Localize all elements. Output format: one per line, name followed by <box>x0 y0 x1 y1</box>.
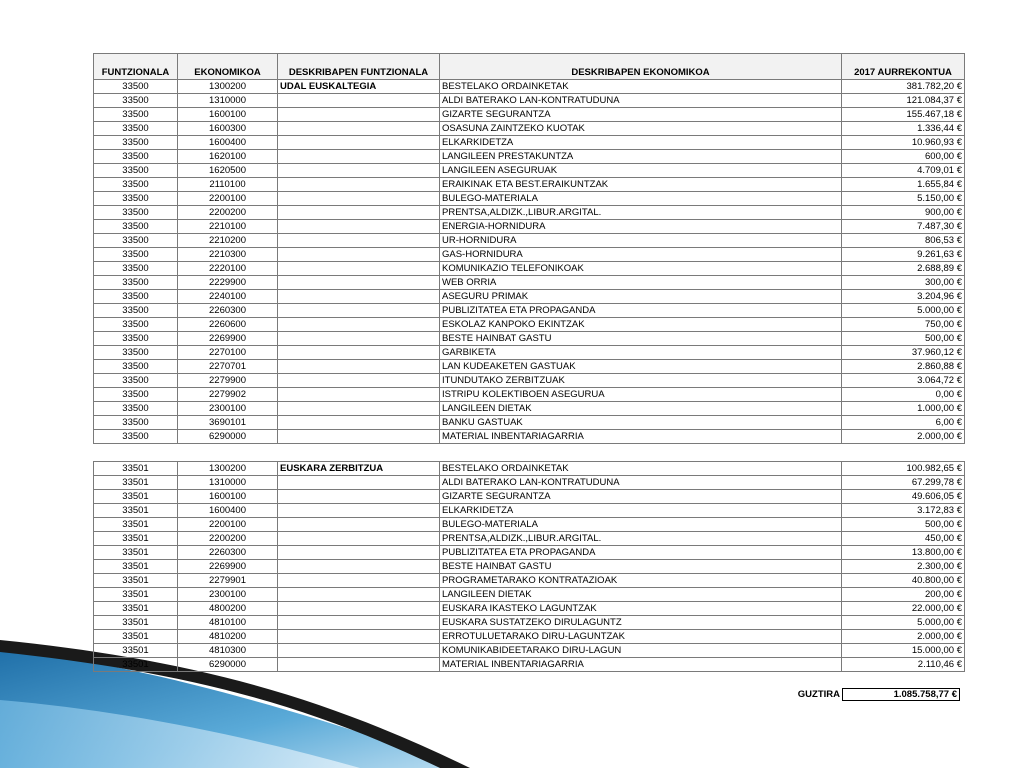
cell-ekonomikoa: 2260300 <box>178 304 278 318</box>
cell-deskribapen-funtzionala <box>278 178 440 192</box>
table-row <box>94 360 965 374</box>
cell-deskribapen-ekonomikoa: GIZARTE SEGURANTZA <box>440 490 842 504</box>
cell-ekonomikoa: 4810300 <box>178 644 278 658</box>
cell-funtzionala: 33500 <box>94 388 178 402</box>
cell-aurrekontua: 37.960,12 € <box>842 346 965 360</box>
total-value: 1.085.758,77 € <box>842 688 960 701</box>
cell-deskribapen-ekonomikoa: GAS-HORNIDURA <box>440 248 842 262</box>
table-row <box>94 206 965 220</box>
cell-deskribapen-funtzionala <box>278 164 440 178</box>
cell-ekonomikoa: 2200200 <box>178 206 278 220</box>
cell-deskribapen-ekonomikoa: KOMUNIKABIDEETARAKO DIRU-LAGUN <box>440 644 842 658</box>
header-deskribapen-ekonomikoa: DESKRIBAPEN EKONOMIKOA <box>440 54 842 80</box>
cell-aurrekontua: 3.204,96 € <box>842 290 965 304</box>
cell-aurrekontua: 40.800,00 € <box>842 574 965 588</box>
cell-ekonomikoa: 4810100 <box>178 616 278 630</box>
cell-deskribapen-ekonomikoa: ERAIKINAK ETA BEST.ERAIKUNTZAK <box>440 178 842 192</box>
cell-funtzionala: 33500 <box>94 248 178 262</box>
cell-funtzionala: 33501 <box>94 518 178 532</box>
table-row <box>94 220 965 234</box>
cell-deskribapen-ekonomikoa: KOMUNIKAZIO TELEFONIKOAK <box>440 262 842 276</box>
cell-deskribapen-funtzionala <box>278 490 440 504</box>
cell-aurrekontua: 450,00 € <box>842 532 965 546</box>
cell-deskribapen-ekonomikoa: ELKARKIDETZA <box>440 504 842 518</box>
table-row <box>94 122 965 136</box>
cell-ekonomikoa: 2210200 <box>178 234 278 248</box>
cell-aurrekontua: 5.000,00 € <box>842 304 965 318</box>
cell-deskribapen-funtzionala <box>278 332 440 346</box>
cell-deskribapen-ekonomikoa: ASEGURU PRIMAK <box>440 290 842 304</box>
cell-aurrekontua: 2.688,89 € <box>842 262 965 276</box>
cell-ekonomikoa: 6290000 <box>178 430 278 444</box>
cell-deskribapen-funtzionala <box>278 304 440 318</box>
cell-deskribapen-funtzionala <box>278 374 440 388</box>
cell-deskribapen-funtzionala <box>278 276 440 290</box>
cell-aurrekontua: 2.860,88 € <box>842 360 965 374</box>
table-row <box>94 346 965 360</box>
cell-deskribapen-ekonomikoa: PRENTSA,ALDIZK.,LIBUR.ARGITAL. <box>440 206 842 220</box>
table-row <box>94 416 965 430</box>
cell-aurrekontua: 2.110,46 € <box>842 658 965 672</box>
cell-funtzionala: 33500 <box>94 374 178 388</box>
cell-deskribapen-ekonomikoa: EUSKARA SUSTATZEKO DIRULAGUNTZ <box>440 616 842 630</box>
cell-funtzionala: 33500 <box>94 304 178 318</box>
cell-aurrekontua: 1.000,00 € <box>842 402 965 416</box>
cell-deskribapen-ekonomikoa: BESTE HAINBAT GASTU <box>440 332 842 346</box>
cell-ekonomikoa: 2260300 <box>178 546 278 560</box>
cell-aurrekontua: 67.299,78 € <box>842 476 965 490</box>
cell-funtzionala: 33500 <box>94 136 178 150</box>
cell-deskribapen-ekonomikoa: PROGRAMETARAKO KONTRATAZIOAK <box>440 574 842 588</box>
cell-deskribapen-ekonomikoa: ALDI BATERAKO LAN-KONTRATUDUNA <box>440 476 842 490</box>
cell-aurrekontua: 9.261,63 € <box>842 248 965 262</box>
cell-ekonomikoa: 2110100 <box>178 178 278 192</box>
cell-funtzionala: 33501 <box>94 616 178 630</box>
cell-funtzionala: 33500 <box>94 108 178 122</box>
cell-funtzionala: 33501 <box>94 504 178 518</box>
cell-funtzionala: 33500 <box>94 416 178 430</box>
cell-funtzionala: 33501 <box>94 658 178 672</box>
cell-funtzionala: 33500 <box>94 192 178 206</box>
table-row <box>94 332 965 346</box>
cell-deskribapen-ekonomikoa: LANGILEEN ASEGURUAK <box>440 164 842 178</box>
table-row <box>94 318 965 332</box>
cell-funtzionala: 33500 <box>94 80 178 94</box>
cell-funtzionala: 33500 <box>94 430 178 444</box>
cell-funtzionala: 33500 <box>94 206 178 220</box>
cell-deskribapen-ekonomikoa: BESTE HAINBAT GASTU <box>440 560 842 574</box>
budget-table-section-1 <box>93 53 965 444</box>
table-row <box>94 602 965 616</box>
cell-deskribapen-ekonomikoa: BULEGO-MATERIALA <box>440 518 842 532</box>
cell-deskribapen-ekonomikoa: WEB ORRIA <box>440 276 842 290</box>
cell-aurrekontua: 2.300,00 € <box>842 560 965 574</box>
cell-ekonomikoa: 1300200 <box>178 462 278 476</box>
cell-deskribapen-funtzionala <box>278 518 440 532</box>
cell-deskribapen-funtzionala <box>278 630 440 644</box>
cell-deskribapen-funtzionala <box>278 416 440 430</box>
cell-funtzionala: 33501 <box>94 630 178 644</box>
cell-funtzionala: 33500 <box>94 150 178 164</box>
cell-aurrekontua: 0,00 € <box>842 388 965 402</box>
cell-funtzionala: 33500 <box>94 276 178 290</box>
table-row <box>94 178 965 192</box>
cell-deskribapen-funtzionala <box>278 220 440 234</box>
cell-deskribapen-ekonomikoa: ALDI BATERAKO LAN-KONTRATUDUNA <box>440 94 842 108</box>
table-row <box>94 490 965 504</box>
table-row <box>94 588 965 602</box>
cell-deskribapen-ekonomikoa: ERROTULUETARAKO DIRU-LAGUNTZAK <box>440 630 842 644</box>
cell-deskribapen-funtzionala <box>278 136 440 150</box>
table-row <box>94 94 965 108</box>
cell-deskribapen-ekonomikoa: ITUNDUTAKO ZERBITZUAK <box>440 374 842 388</box>
total-label: GUZTIRA <box>797 689 840 700</box>
cell-funtzionala: 33500 <box>94 346 178 360</box>
total-row <box>758 688 960 701</box>
cell-deskribapen-ekonomikoa: MATERIAL INBENTARIAGARRIA <box>440 658 842 672</box>
header-aurrekontua: 2017 AURREKONTUA <box>842 54 965 80</box>
cell-aurrekontua: 4.709,01 € <box>842 164 965 178</box>
cell-deskribapen-funtzionala: EUSKARA ZERBITZUA <box>278 462 440 476</box>
cell-ekonomikoa: 6290000 <box>178 658 278 672</box>
table-row <box>94 80 965 94</box>
cell-aurrekontua: 806,53 € <box>842 234 965 248</box>
table-row <box>94 402 965 416</box>
cell-deskribapen-funtzionala <box>278 388 440 402</box>
cell-funtzionala: 33501 <box>94 588 178 602</box>
cell-deskribapen-funtzionala <box>278 560 440 574</box>
cell-ekonomikoa: 4810200 <box>178 630 278 644</box>
cell-aurrekontua: 750,00 € <box>842 318 965 332</box>
cell-funtzionala: 33501 <box>94 476 178 490</box>
table-row <box>94 136 965 150</box>
table-row <box>94 276 965 290</box>
cell-deskribapen-funtzionala <box>278 94 440 108</box>
cell-deskribapen-funtzionala <box>278 602 440 616</box>
cell-aurrekontua: 500,00 € <box>842 332 965 346</box>
cell-aurrekontua: 300,00 € <box>842 276 965 290</box>
cell-aurrekontua: 900,00 € <box>842 206 965 220</box>
cell-deskribapen-funtzionala <box>278 248 440 262</box>
cell-deskribapen-funtzionala <box>278 588 440 602</box>
cell-aurrekontua: 500,00 € <box>842 518 965 532</box>
cell-funtzionala: 33501 <box>94 532 178 546</box>
cell-deskribapen-funtzionala <box>278 504 440 518</box>
table-row <box>94 150 965 164</box>
cell-ekonomikoa: 2270100 <box>178 346 278 360</box>
cell-ekonomikoa: 2269900 <box>178 560 278 574</box>
cell-funtzionala: 33500 <box>94 402 178 416</box>
cell-ekonomikoa: 4800200 <box>178 602 278 616</box>
cell-deskribapen-ekonomikoa: LANGILEEN PRESTAKUNTZA <box>440 150 842 164</box>
cell-deskribapen-ekonomikoa: ISTRIPU KOLEKTIBOEN ASEGURUA <box>440 388 842 402</box>
cell-aurrekontua: 7.487,30 € <box>842 220 965 234</box>
cell-funtzionala: 33500 <box>94 332 178 346</box>
cell-aurrekontua: 381.782,20 € <box>842 80 965 94</box>
cell-deskribapen-funtzionala <box>278 150 440 164</box>
cell-funtzionala: 33501 <box>94 462 178 476</box>
cell-deskribapen-funtzionala <box>278 430 440 444</box>
cell-deskribapen-ekonomikoa: LANGILEEN DIETAK <box>440 588 842 602</box>
table-row <box>94 560 965 574</box>
cell-ekonomikoa: 1600100 <box>178 108 278 122</box>
cell-deskribapen-ekonomikoa: GIZARTE SEGURANTZA <box>440 108 842 122</box>
cell-funtzionala: 33500 <box>94 220 178 234</box>
header-deskribapen-funtzionala: DESKRIBAPEN FUNTZIONALA <box>278 54 440 80</box>
cell-funtzionala: 33500 <box>94 122 178 136</box>
cell-deskribapen-funtzionala <box>278 346 440 360</box>
cell-deskribapen-funtzionala <box>278 644 440 658</box>
table-row <box>94 518 965 532</box>
cell-funtzionala: 33501 <box>94 644 178 658</box>
cell-deskribapen-funtzionala <box>278 262 440 276</box>
cell-funtzionala: 33500 <box>94 178 178 192</box>
cell-aurrekontua: 3.064,72 € <box>842 374 965 388</box>
cell-deskribapen-ekonomikoa: PUBLIZITATEA ETA PROPAGANDA <box>440 546 842 560</box>
cell-ekonomikoa: 2300100 <box>178 588 278 602</box>
table-row <box>94 658 965 672</box>
cell-ekonomikoa: 2240100 <box>178 290 278 304</box>
table-row <box>94 630 965 644</box>
cell-aurrekontua: 15.000,00 € <box>842 644 965 658</box>
cell-funtzionala: 33500 <box>94 94 178 108</box>
cell-deskribapen-funtzionala <box>278 108 440 122</box>
table-row <box>94 108 965 122</box>
table-row <box>94 504 965 518</box>
cell-ekonomikoa: 1600100 <box>178 490 278 504</box>
cell-funtzionala: 33501 <box>94 490 178 504</box>
cell-ekonomikoa: 2279902 <box>178 388 278 402</box>
cell-aurrekontua: 2.000,00 € <box>842 430 965 444</box>
cell-funtzionala: 33500 <box>94 164 178 178</box>
cell-ekonomikoa: 2270701 <box>178 360 278 374</box>
cell-ekonomikoa: 2200100 <box>178 192 278 206</box>
cell-deskribapen-ekonomikoa: LANGILEEN DIETAK <box>440 402 842 416</box>
cell-aurrekontua: 155.467,18 € <box>842 108 965 122</box>
cell-deskribapen-ekonomikoa: ESKOLAZ KANPOKO EKINTZAK <box>440 318 842 332</box>
cell-aurrekontua: 100.982,65 € <box>842 462 965 476</box>
cell-funtzionala: 33501 <box>94 546 178 560</box>
cell-funtzionala: 33501 <box>94 602 178 616</box>
cell-deskribapen-ekonomikoa: BULEGO-MATERIALA <box>440 192 842 206</box>
cell-deskribapen-ekonomikoa: PRENTSA,ALDIZK.,LIBUR.ARGITAL. <box>440 532 842 546</box>
cell-deskribapen-ekonomikoa: MATERIAL INBENTARIAGARRIA <box>440 430 842 444</box>
cell-ekonomikoa: 2260600 <box>178 318 278 332</box>
table-row <box>94 234 965 248</box>
cell-aurrekontua: 1.336,44 € <box>842 122 965 136</box>
cell-deskribapen-funtzionala <box>278 476 440 490</box>
table-row <box>94 248 965 262</box>
table-row <box>94 644 965 658</box>
cell-aurrekontua: 10.960,93 € <box>842 136 965 150</box>
cell-deskribapen-funtzionala <box>278 122 440 136</box>
cell-funtzionala: 33500 <box>94 318 178 332</box>
cell-funtzionala: 33500 <box>94 360 178 374</box>
table-row <box>94 574 965 588</box>
table-row <box>94 304 965 318</box>
cell-deskribapen-funtzionala <box>278 574 440 588</box>
cell-deskribapen-ekonomikoa: ELKARKIDETZA <box>440 136 842 150</box>
table-row <box>94 616 965 630</box>
cell-deskribapen-funtzionala: UDAL EUSKALTEGIA <box>278 80 440 94</box>
cell-deskribapen-funtzionala <box>278 616 440 630</box>
cell-aurrekontua: 5.000,00 € <box>842 616 965 630</box>
cell-deskribapen-ekonomikoa: EUSKARA IKASTEKO LAGUNTZAK <box>440 602 842 616</box>
cell-deskribapen-funtzionala <box>278 206 440 220</box>
cell-aurrekontua: 2.000,00 € <box>842 630 965 644</box>
cell-deskribapen-funtzionala <box>278 402 440 416</box>
cell-deskribapen-funtzionala <box>278 318 440 332</box>
cell-ekonomikoa: 1310000 <box>178 476 278 490</box>
section-2-body <box>94 462 965 672</box>
table-row <box>94 476 965 490</box>
cell-deskribapen-funtzionala <box>278 360 440 374</box>
cell-funtzionala: 33501 <box>94 574 178 588</box>
section-1-body <box>94 80 965 444</box>
cell-ekonomikoa: 2269900 <box>178 332 278 346</box>
cell-aurrekontua: 1.655,84 € <box>842 178 965 192</box>
cell-ekonomikoa: 1600400 <box>178 504 278 518</box>
cell-ekonomikoa: 1620100 <box>178 150 278 164</box>
cell-ekonomikoa: 1600400 <box>178 136 278 150</box>
cell-deskribapen-ekonomikoa: BESTELAKO ORDAINKETAK <box>440 462 842 476</box>
cell-aurrekontua: 6,00 € <box>842 416 965 430</box>
table-row <box>94 532 965 546</box>
cell-aurrekontua: 49.606,05 € <box>842 490 965 504</box>
cell-deskribapen-ekonomikoa: ENERGIA-HORNIDURA <box>440 220 842 234</box>
cell-aurrekontua: 13.800,00 € <box>842 546 965 560</box>
table-row <box>94 262 965 276</box>
cell-deskribapen-ekonomikoa: OSASUNA ZAINTZEKO KUOTAK <box>440 122 842 136</box>
table-row <box>94 164 965 178</box>
cell-ekonomikoa: 2200200 <box>178 532 278 546</box>
cell-deskribapen-funtzionala <box>278 192 440 206</box>
cell-deskribapen-ekonomikoa: LAN KUDEAKETEN GASTUAK <box>440 360 842 374</box>
budget-table-section-2 <box>93 461 965 672</box>
cell-deskribapen-funtzionala <box>278 234 440 248</box>
cell-aurrekontua: 121.084,37 € <box>842 94 965 108</box>
cell-ekonomikoa: 2279901 <box>178 574 278 588</box>
cell-ekonomikoa: 3690101 <box>178 416 278 430</box>
table-row <box>94 388 965 402</box>
cell-ekonomikoa: 1300200 <box>178 80 278 94</box>
cell-ekonomikoa: 2210100 <box>178 220 278 234</box>
table-row <box>94 430 965 444</box>
cell-ekonomikoa: 2220100 <box>178 262 278 276</box>
cell-deskribapen-ekonomikoa: BANKU GASTUAK <box>440 416 842 430</box>
cell-deskribapen-funtzionala <box>278 546 440 560</box>
table-row <box>94 374 965 388</box>
table-row <box>94 546 965 560</box>
cell-funtzionala: 33500 <box>94 262 178 276</box>
header-ekonomikoa: EKONOMIKOA <box>178 54 278 80</box>
table-row <box>94 290 965 304</box>
cell-aurrekontua: 22.000,00 € <box>842 602 965 616</box>
cell-funtzionala: 33500 <box>94 290 178 304</box>
cell-deskribapen-ekonomikoa: BESTELAKO ORDAINKETAK <box>440 80 842 94</box>
cell-aurrekontua: 5.150,00 € <box>842 192 965 206</box>
table-row <box>94 192 965 206</box>
cell-deskribapen-ekonomikoa: GARBIKETA <box>440 346 842 360</box>
cell-funtzionala: 33501 <box>94 560 178 574</box>
cell-ekonomikoa: 2279900 <box>178 374 278 388</box>
cell-funtzionala: 33500 <box>94 234 178 248</box>
cell-deskribapen-ekonomikoa: UR-HORNIDURA <box>440 234 842 248</box>
cell-deskribapen-ekonomikoa: PUBLIZITATEA ETA PROPAGANDA <box>440 304 842 318</box>
cell-deskribapen-funtzionala <box>278 290 440 304</box>
cell-ekonomikoa: 2229900 <box>178 276 278 290</box>
cell-ekonomikoa: 2200100 <box>178 518 278 532</box>
cell-ekonomikoa: 2210300 <box>178 248 278 262</box>
cell-deskribapen-funtzionala <box>278 532 440 546</box>
cell-ekonomikoa: 1600300 <box>178 122 278 136</box>
table-header-row <box>94 54 965 80</box>
cell-aurrekontua: 600,00 € <box>842 150 965 164</box>
cell-ekonomikoa: 1620500 <box>178 164 278 178</box>
cell-ekonomikoa: 2300100 <box>178 402 278 416</box>
cell-aurrekontua: 3.172,83 € <box>842 504 965 518</box>
cell-deskribapen-funtzionala <box>278 658 440 672</box>
header-funtzionala: FUNTZIONALA <box>94 54 178 80</box>
cell-ekonomikoa: 1310000 <box>178 94 278 108</box>
cell-aurrekontua: 200,00 € <box>842 588 965 602</box>
table-row <box>94 462 965 476</box>
